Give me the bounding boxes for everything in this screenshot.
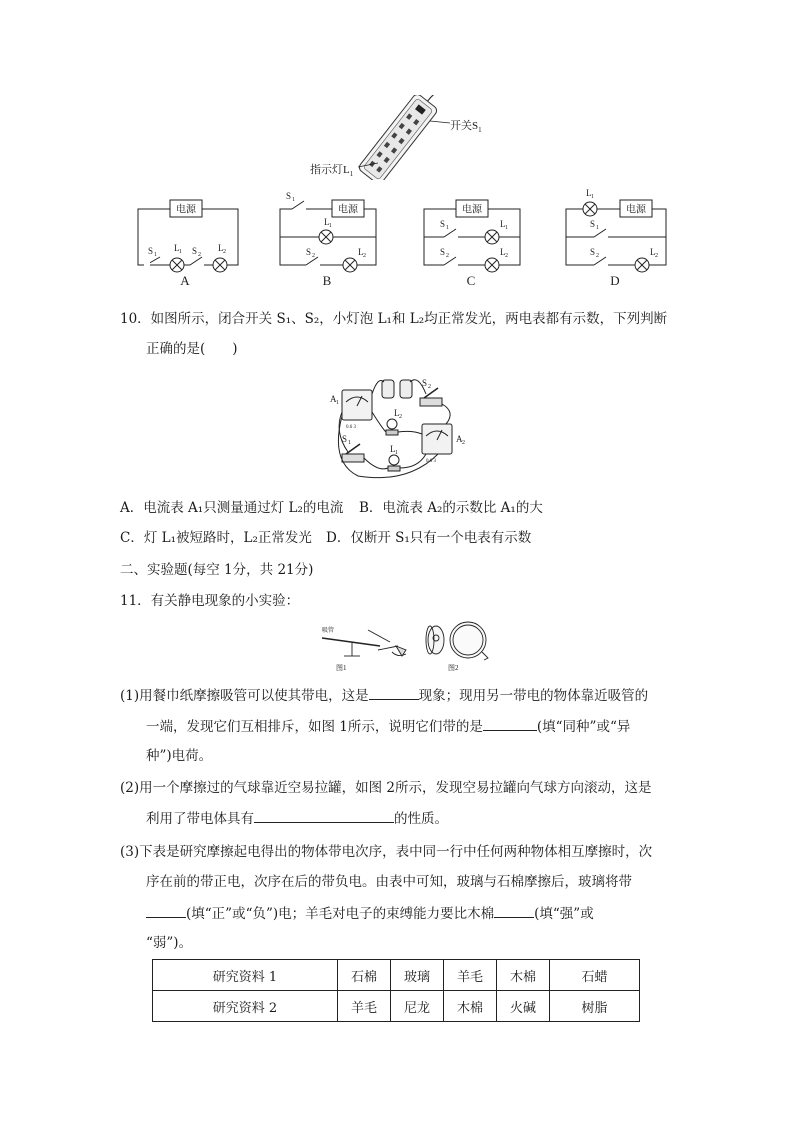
q10-fig-scale-a2: 0.6 3 [426, 459, 436, 464]
q11-part2-line2 [146, 808, 448, 829]
circuit-d [566, 188, 666, 288]
lamp-label-text: 指示灯L [310, 164, 350, 176]
q11-p1-c: 一端，发现它们互相排斥，如图 1所示，说明它们带的是 [146, 719, 483, 735]
svg-text:2: 2 [655, 253, 658, 259]
q10-line2: 正确的是( ) [146, 341, 238, 357]
svg-text:2: 2 [312, 253, 315, 259]
svg-text:2: 2 [223, 249, 226, 255]
svg-text:1: 1 [329, 223, 332, 229]
option-d-label: D [610, 273, 620, 288]
table-cell: 羊毛 [338, 991, 391, 1022]
q11-p2-b: 利用了带电体具有 [146, 811, 254, 827]
switch-label [450, 117, 482, 134]
q11-p1-b: 现象；现用另一带电的物体靠近吸管的 [418, 688, 649, 704]
svg-text:L: L [218, 243, 224, 253]
q11-blank-1[interactable] [369, 685, 419, 700]
q10-fig-s2: S [422, 378, 428, 388]
table-row [153, 991, 640, 1022]
charge-order-table [152, 959, 640, 1022]
option-a-label: A [180, 273, 190, 288]
table-cell: 石棉 [338, 960, 391, 991]
q10-option-c: C．灯 L₁被短路时，L₂正常发光 [120, 530, 312, 546]
table-cell: 石蜡 [550, 960, 640, 991]
svg-text:1: 1 [505, 225, 508, 231]
q11-fig2-label: 图2 [448, 664, 459, 672]
q11-blank-4[interactable] [146, 903, 186, 918]
q10-line1: 10．如图所示，闭合开关 S₁、S₂，小灯泡 L₁和 L₂均正常发光，两电表都有示数，下列判断 [120, 311, 668, 327]
svg-text:L: L [324, 217, 330, 227]
svg-text:2: 2 [446, 253, 449, 259]
circuit-c-power-label: 电源 [462, 204, 482, 216]
circuit-b-power-label: 电源 [338, 204, 358, 216]
q11-part1-line1 [120, 685, 648, 706]
svg-text:2: 2 [505, 253, 508, 259]
svg-text:L: L [500, 219, 506, 229]
q11-figures [318, 616, 498, 674]
svg-text:2: 2 [399, 414, 402, 420]
svg-text:1: 1 [154, 252, 157, 258]
q11-fig1-label: 图1 [336, 664, 347, 672]
switch-label-text: 开关S [450, 120, 479, 132]
table-cell: 玻璃 [391, 960, 444, 991]
q11-part2-line1: (2)用一个摩擦过的气球靠近空易拉罐，如图 2所示，发现空易拉罐向气球方向滚动，这是 [120, 780, 652, 796]
circuit-a-power-label: 电源 [176, 204, 196, 216]
svg-text:S: S [440, 219, 446, 229]
svg-text:L: L [586, 188, 592, 198]
svg-text:1: 1 [179, 249, 182, 255]
svg-text:S: S [192, 246, 198, 256]
circuit-options [130, 185, 670, 290]
svg-text:S: S [286, 191, 292, 201]
svg-text:2: 2 [198, 252, 201, 258]
q11-figures-drawing [318, 616, 498, 674]
svg-text:S: S [590, 247, 596, 257]
q10-option-d: D．仅断开 S₁只有一个电表有示数 [326, 530, 532, 546]
table-cell: 研究资料 1 [153, 960, 338, 991]
q11-part1-line2 [146, 716, 630, 737]
q10-fig-l2: L [394, 408, 400, 418]
q10-circuit-drawing [328, 372, 478, 484]
q10-fig-a1: A [330, 394, 337, 404]
svg-text:L: L [500, 247, 506, 257]
table-row [153, 960, 640, 991]
svg-text:1: 1 [348, 440, 351, 446]
q10-fig-s1: S [342, 434, 348, 444]
q10-fig-scale-a1: 0.6 3 [346, 425, 356, 430]
table-cell: 木棉 [444, 991, 497, 1022]
svg-text:S: S [148, 246, 154, 256]
svg-text:S: S [306, 247, 312, 257]
q11-blank-5[interactable] [494, 903, 534, 918]
table-cell: 树脂 [550, 991, 640, 1022]
q11-part1-line3: 种”)电荷。 [146, 748, 213, 764]
svg-text:1: 1 [336, 400, 339, 406]
circuit-d-power-label: 电源 [626, 204, 646, 216]
svg-text:2: 2 [462, 440, 465, 446]
svg-text:2: 2 [428, 384, 431, 390]
svg-text:2: 2 [596, 253, 599, 259]
circuit-a [138, 200, 238, 288]
switch-label-sub: 1 [478, 126, 482, 135]
svg-text:L: L [358, 247, 364, 257]
q11-part3-line3 [146, 903, 594, 924]
svg-text:1: 1 [395, 450, 398, 456]
q11-part3-line2: 序在前的带正电，次序在后的带负电。由表中可知，玻璃与石棉摩擦后，玻璃将带 [146, 874, 632, 890]
svg-text:S: S [590, 219, 596, 229]
svg-text:1: 1 [292, 197, 295, 203]
circuit-options-drawing [130, 185, 670, 290]
lamp-label-sub: 1 [349, 170, 354, 179]
section2-heading: 二、实验题(每空 1分，共 21分) [120, 562, 314, 578]
q11-p3-c: (填“正”或“负”)电；羊毛对电子的束缚能力要比木棉 [186, 906, 495, 922]
svg-text:S: S [440, 247, 446, 257]
svg-text:1: 1 [446, 225, 449, 231]
q11-p3-d: (填“强”或 [534, 906, 594, 922]
q11-straw-label: 吸管 [322, 628, 335, 634]
table-cell: 尼龙 [391, 991, 444, 1022]
q10-option-a: A．电流表 A₁只测量通过灯 L₂的电流 [120, 500, 344, 516]
lamp-label [310, 161, 353, 178]
q10-fig-a2: A [456, 434, 463, 444]
table-cell: 研究资料 2 [153, 991, 338, 1022]
q11-part3-line1: (3)下表是研究摩擦起电得出的物体带电次序，表中同一行中任何两种物体相互摩擦时，次 [120, 844, 653, 860]
table-cell: 火碱 [497, 991, 550, 1022]
q11-blank-2[interactable] [483, 716, 537, 731]
svg-text:2: 2 [363, 253, 366, 259]
q10-fig-l1: L [390, 444, 396, 454]
svg-text:1: 1 [591, 194, 594, 200]
svg-text:L: L [650, 247, 656, 257]
q11-stem: 11．有关静电现象的小实验： [120, 593, 300, 609]
q11-blank-3[interactable] [254, 808, 394, 823]
table-cell: 羊毛 [444, 960, 497, 991]
svg-text:1: 1 [596, 225, 599, 231]
table-cell: 木棉 [497, 960, 550, 991]
circuit-c [424, 200, 520, 288]
q10-option-b: B．电流表 A₂的示数比 A₁的大 [359, 500, 543, 516]
circuit-b [280, 191, 376, 288]
q11-p2-c: 的性质。 [394, 811, 448, 827]
q10-figure [328, 372, 478, 484]
q11-part3-line4: “弱”)。 [146, 935, 193, 951]
svg-text:L: L [174, 243, 180, 253]
q11-p1-d: (填“同种”或“异 [536, 719, 631, 735]
option-b-label: B [322, 273, 332, 288]
q11-p1-a: (1)用餐巾纸摩擦吸管可以使其带电，这是 [120, 688, 369, 704]
option-c-label: C [466, 273, 476, 288]
